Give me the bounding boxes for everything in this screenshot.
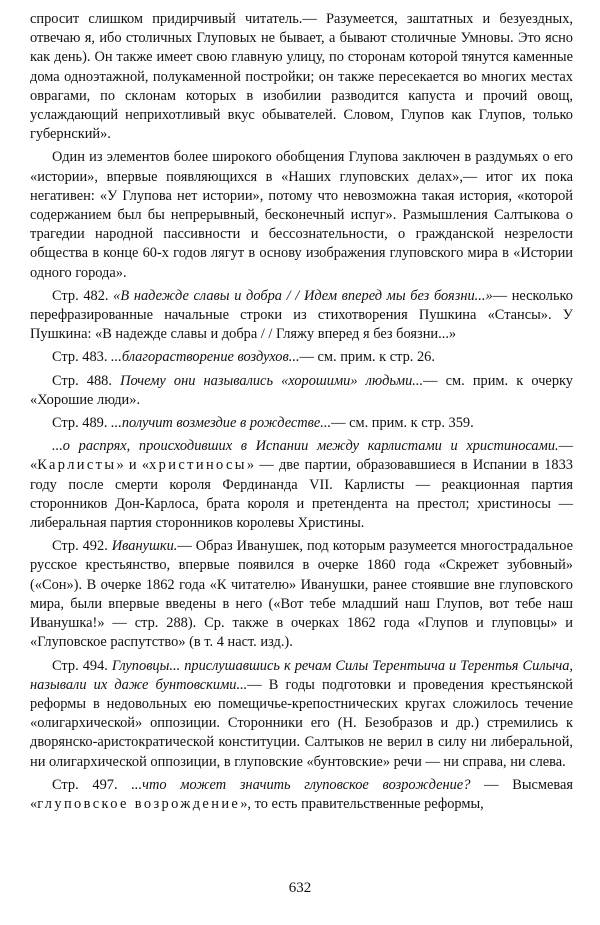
- italic-segment: ...благорастворение воздухов...: [111, 349, 300, 366]
- italic-segment: ...получит возмездие в рождестве...: [111, 415, 332, 432]
- text-segment: » и «: [116, 457, 150, 474]
- italic-segment: ...что может значить глуповское возрождение?: [131, 776, 471, 793]
- text-segment: — несколько перефразированные начальные строки из стихотворения Пушкина «Стансы». У Пушкина: «В надежде славы и добра / / Гляжу вперед я без боязни...»: [30, 287, 573, 343]
- italic-segment: Почему они назывались «хорошими» людьми...: [120, 372, 424, 389]
- note-page-494: [30, 657, 573, 772]
- text-segment: — «: [30, 438, 573, 474]
- text-segment: — Высмевая «: [30, 776, 573, 812]
- text-segment: Стр. 489.: [52, 415, 112, 432]
- note-carlists: [30, 437, 573, 533]
- note-page-482: [30, 287, 573, 345]
- text-segment: — В годы подготовки и проведения крестьянской реформы в недовольных ею помещичье-крепостнических кругах сложилось течение «олигархической» оппозиции. Сторонники его (Н. Безобразов и др.) стремились к дворянско-аристократической конституции. Салтыков не верил в силу ни либеральной, ни олигархической оппозиции, в глуповские «бунтовские» речи — ни справа, ни слева.: [30, 676, 573, 770]
- page-number: 632: [288, 880, 312, 896]
- italic-segment: ...о распрях, происходивших в Испании между карлистами и христиносами.: [52, 438, 559, 455]
- spaced-segment: глуповское возрождение: [37, 795, 241, 812]
- text-segment: Стр. 482.: [52, 287, 114, 304]
- text-segment: Стр. 497.: [52, 776, 132, 793]
- text-segment: Стр. 488.: [52, 372, 121, 389]
- text-segment: Стр. 492.: [52, 538, 112, 555]
- text-segment: — см. прим. к очерку «Хорошие люди».: [30, 372, 573, 408]
- paragraph-history: [30, 148, 573, 282]
- italic-segment: Иванушки.: [111, 538, 178, 555]
- spaced-segment: христиносы: [149, 457, 247, 474]
- text-segment: », то есть правительственные реформы,: [240, 795, 484, 812]
- text-segment: — Образ Иванушек, под которым разумеется многострадальное русское крестьянство, впервые появился в очерке 1860 года «Скрежет зубовный» («Сон»). В очерке 1862 года «К читателю» Иванушки, ранее стоявшие вне глуповского мира, были впервые введены в него («Вот тебе младший наш Глупов, вот тебе наш Иванушка!» — стр. 288). Ср. также в очерках 1862 года «Глупов и глуповцы» и «Глуповское распутство» (в т. 4 наст. изд.).: [30, 538, 574, 651]
- note-page-497: [30, 776, 573, 814]
- italic-segment: «В надежде славы и добра / / Идем вперед мы без боязни...»: [113, 287, 493, 304]
- note-page-489: [30, 414, 573, 433]
- note-page-492: [30, 537, 573, 652]
- note-page-488: [30, 372, 573, 410]
- text-segment: Стр. 494.: [52, 657, 112, 674]
- text-segment: Один из элементов более широкого обобщения Глупова заключен в раздумьях о его «истории», впервые появляющихся в «Наших глуповских делах»,— итог их пока негативен: «У Глупова нет истории», потому что невозможна такая история, «которой содержанием был бы непрерывный, бесконечный испуг». Размышления Салтыкова о трагедии народной пассивности и бессознательности, о гражданской незрелости общества в конце 60-х годов лягут в основу изображения глуповского мира в «Истории одного города».: [30, 149, 573, 281]
- note-page-483: [30, 348, 573, 367]
- text-segment: » — две партии, образовавшиеся в Испании в 1833 году после смерти короля Фердинанда VII. Карлисты — реакционная партия сторонников Дон-Карлоса, брата короля и претендента на престол; христиносы — либеральная партия сторонников королевы Христины.: [30, 457, 573, 532]
- paragraph-continuation: [30, 10, 573, 144]
- text-segment: спросит слишком придирчивый читатель.— Разумеется, заштатных и безуездных, отвечаю я, ибо столичных Глуповых не бывает, а бывают столичные Умновы. Это ясно как день). Он также имеет свою главную улицу, по сторонам которой тянутся каменные дома одноэтажной, полукаменной постройки; он также пересекается во многих местах оврагами, по склонам которых в изобилии разводится капуста и прочий овощ, услаждающий неприхотливый вкус обывателей. Словом, Глупов как Глупов, только губернский».: [30, 11, 573, 143]
- text-segment: — см. прим. к стр. 26.: [299, 349, 435, 366]
- document-text: [30, 10, 573, 814]
- text-segment: Стр. 483.: [52, 349, 112, 366]
- italic-segment: Глуповцы... прислушавшись к речам Силы Терентьича и Терентья Силыча, называли их даже бунтовскими...: [30, 657, 573, 693]
- text-segment: — см. прим. к стр. 359.: [331, 415, 474, 432]
- spaced-segment: Карлисты: [37, 457, 117, 474]
